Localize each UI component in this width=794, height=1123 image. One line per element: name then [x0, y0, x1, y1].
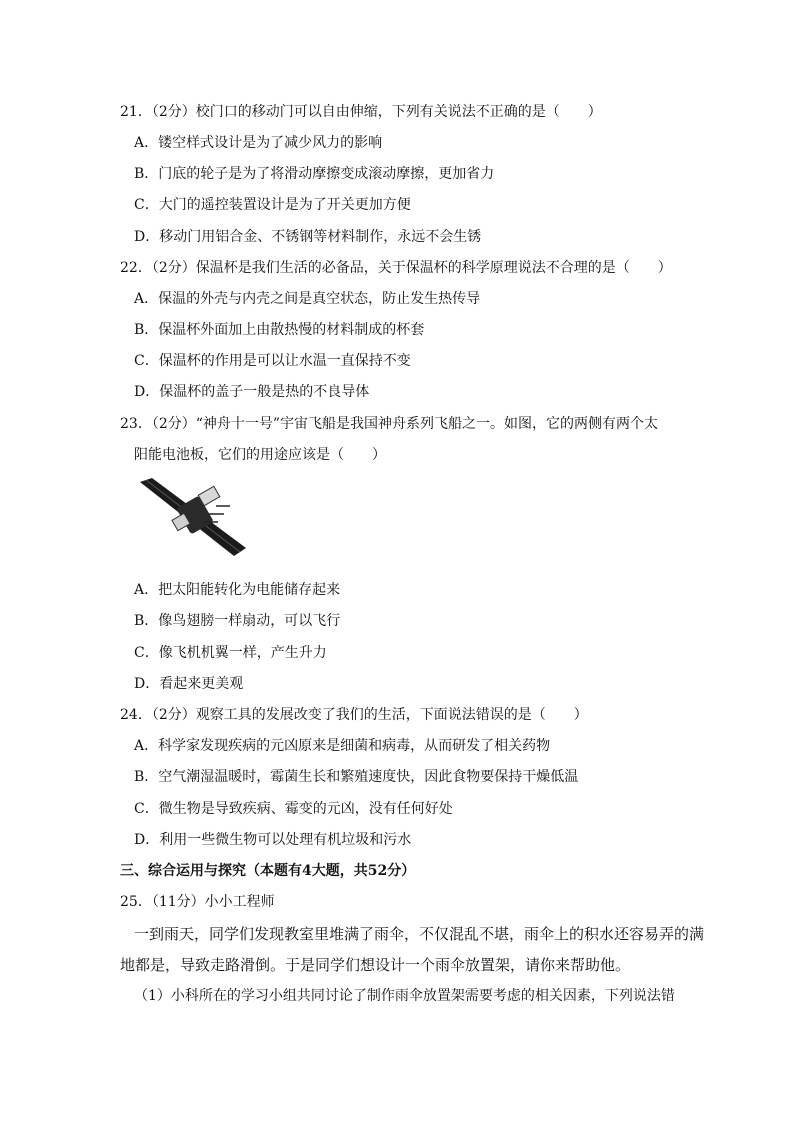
q25-subquestion-1: （1）小科所在的学习小组共同讨论了制作雨伞放置架需要考虑的相关因素，下列说法错 — [134, 988, 675, 1004]
q21-option-c: C．大门的遥控装置设计是为了开关更加方便 — [134, 197, 411, 213]
q24-stem: 24．（2分）观察工具的发展改变了我们的生活，下面说法错误的是（ ） — [120, 707, 588, 723]
q22-option-b: B．保温杯外面加上由散热慢的材料制成的杯套 — [134, 322, 425, 338]
q21-option-b: B．门底的轮子是为了将滑动摩擦变成滚动摩擦，更加省力 — [134, 166, 495, 182]
q25-paragraph-line2: 地都是，导致走路滑倒。于是同学们想设计一个雨伞放置架，请你来帮助他。 — [120, 956, 631, 974]
q22-option-a: A．保温的外壳与内壳之间是真空状态，防止发生热传导 — [134, 291, 481, 307]
q24-option-c: C．微生物是导致疾病、霉变的元凶，没有任何好处 — [134, 801, 453, 817]
q21-option-d: D．移动门用铝合金、不锈钢等材料制作，永远不会生锈 — [134, 229, 482, 245]
q25-stem: 25．（11分）小小工程师 — [120, 894, 275, 910]
q23-stem-line1: 23．（2分）“神舟十一号”宇宙飞船是我国神舟系列飞船之一。如图，它的两侧有两个太 — [120, 416, 659, 432]
q23-option-a: A．把太阳能转化为电能储存起来 — [134, 582, 341, 598]
q23-option-d: D．看起来更美观 — [134, 676, 244, 692]
section-heading: 三、综合运用与探究（本题有4大题，共52分） — [120, 863, 416, 879]
q22-option-c: C．保温杯的作用是可以让水温一直保持不变 — [134, 353, 411, 369]
q23-option-c: C．像飞机机翼一样，产生升力 — [134, 645, 327, 661]
q24-option-b: B．空气潮湿温暖时，霉菌生长和繁殖速度快，因此食物要保持干燥低温 — [134, 769, 579, 785]
q24-option-d: D．利用一些微生物可以处理有机垃圾和污水 — [134, 832, 412, 848]
spacecraft-image — [138, 476, 248, 568]
q22-option-d: D．保温杯的盖子一般是热的不良导体 — [134, 384, 370, 400]
q25-paragraph-line1: 一到雨天，同学们发现教室里堆满了雨伞，不仅混乱不堪，雨伞上的积水还容易弄的满 — [134, 925, 705, 943]
q23-stem-line2: 阳能电池板，它们的用途应该是（ ） — [134, 447, 386, 463]
q23-option-b: B．像鸟翅膀一样扇动，可以飞行 — [134, 613, 341, 629]
q21-stem: 21．（2分）校门口的移动门可以自由伸缩，下列有关说法不正确的是（ ） — [120, 104, 602, 120]
q21-option-a: A．镂空样式设计是为了减少风力的影响 — [134, 135, 383, 151]
q24-option-a: A．科学家发现疾病的元凶原来是细菌和病毒，从而研发了相关药物 — [134, 738, 551, 754]
q22-stem: 22．（2分）保温杯是我们生活的必备品，关于保温杯的科学原理说法不合理的是（ ） — [120, 260, 672, 276]
